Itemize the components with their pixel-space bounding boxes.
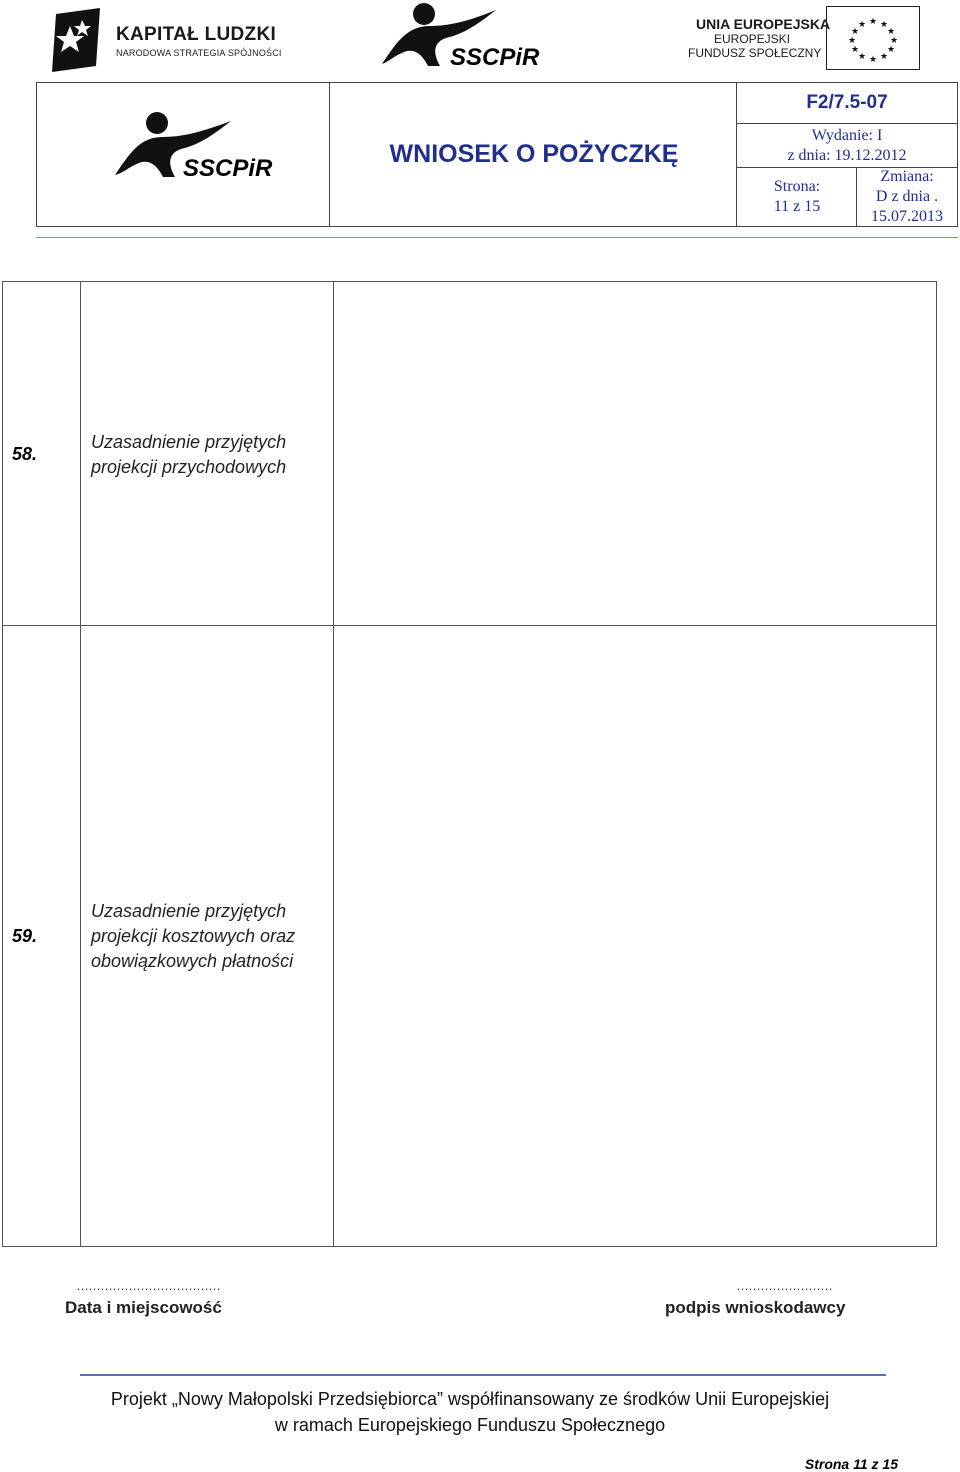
page-number: Strona 11 z 15 <box>804 1456 898 1472</box>
kapital-ludzki-emblem-icon <box>52 6 114 74</box>
row-number: 59. <box>12 926 38 946</box>
revision-date: 15.07.2013 <box>871 208 943 225</box>
page-info <box>737 167 857 226</box>
page-value: 11 z 15 <box>773 198 821 215</box>
kapital-ludzki-title: KAPITAŁ LUDZKI <box>116 24 277 45</box>
header-divider <box>36 237 958 238</box>
svg-text:★: ★ <box>857 20 867 30</box>
row-label-line: obowiązkowych płatności <box>91 951 294 971</box>
kapital-ludzki-subtitle: NARODOWA STRATEGIA SPÓJNOŚCI <box>116 48 282 58</box>
footer-divider <box>80 1374 886 1376</box>
row-label-line: projekcji przychodowych <box>91 457 287 477</box>
eu-logo-line1: UNIA EUROPEJSKA <box>696 16 831 32</box>
eu-logo <box>686 6 922 72</box>
row-label <box>91 430 286 480</box>
svg-text:★: ★ <box>850 45 860 55</box>
revision-line: D z dnia . <box>875 188 939 205</box>
revenue-justification-field[interactable] <box>334 282 936 625</box>
issue-info <box>737 123 957 167</box>
date-place-label: Data i miejscowość <box>65 1298 222 1317</box>
svg-text:★: ★ <box>886 27 896 37</box>
svg-text:★: ★ <box>857 52 867 62</box>
form-header-table <box>36 82 958 227</box>
svg-text:★: ★ <box>879 52 889 62</box>
eu-logo-line3: FUNDUSZ SPOŁECZNY <box>688 46 822 60</box>
svg-text:★: ★ <box>868 55 878 65</box>
signature-label: podpis wnioskodawcy <box>665 1298 846 1317</box>
row-label <box>91 899 295 974</box>
svg-text:★: ★ <box>879 20 889 30</box>
svg-text:★: ★ <box>868 17 878 27</box>
revision-info <box>857 167 957 226</box>
footer-fund-line: w ramach Europejskiego Funduszu Społecznego <box>274 1415 666 1435</box>
eu-flag-icon <box>826 6 920 70</box>
justification-table <box>2 281 937 1247</box>
svg-text:★: ★ <box>889 36 899 46</box>
date-place-dots: ……………………………… <box>76 1278 220 1293</box>
signature-dots: …………………… <box>736 1278 832 1293</box>
cost-justification-field[interactable] <box>334 626 936 1246</box>
issue-line: Wydanie: I <box>811 127 883 144</box>
issue-date: z dnia: 19.12.2012 <box>787 147 907 164</box>
row-label-line: Uzasadnienie przyjętych <box>91 901 287 921</box>
document-title: WNIOSEK O POŻYCZKĘ <box>389 140 679 168</box>
eu-logo-line2: EUROPEJSKI <box>714 32 791 46</box>
revision-label: Zmiana: <box>880 168 934 185</box>
svg-text:★: ★ <box>850 27 860 37</box>
sscpir-logo-header <box>111 109 273 184</box>
footer-project-line: Projekt „Nowy Małopolski Przedsiębiorca” współfinansowany ze środków Unii Europejskiej <box>110 1389 830 1409</box>
form-code: F2/7.5-07 <box>806 92 888 113</box>
svg-text:★: ★ <box>886 45 896 55</box>
sscpir-logo-text: SSCPiR <box>450 44 540 71</box>
kapital-ludzki-logo <box>52 6 282 74</box>
row-label-line: projekcji kosztowych oraz <box>91 926 296 946</box>
row-number: 58. <box>12 444 38 464</box>
row-label-line: Uzasadnienie przyjętych <box>91 432 287 452</box>
svg-text:★: ★ <box>847 36 857 46</box>
page-label: Strona: <box>773 178 821 195</box>
sscpir-header-logo-text: SSCPiR <box>183 155 273 182</box>
sscpir-logo-top <box>378 0 540 72</box>
